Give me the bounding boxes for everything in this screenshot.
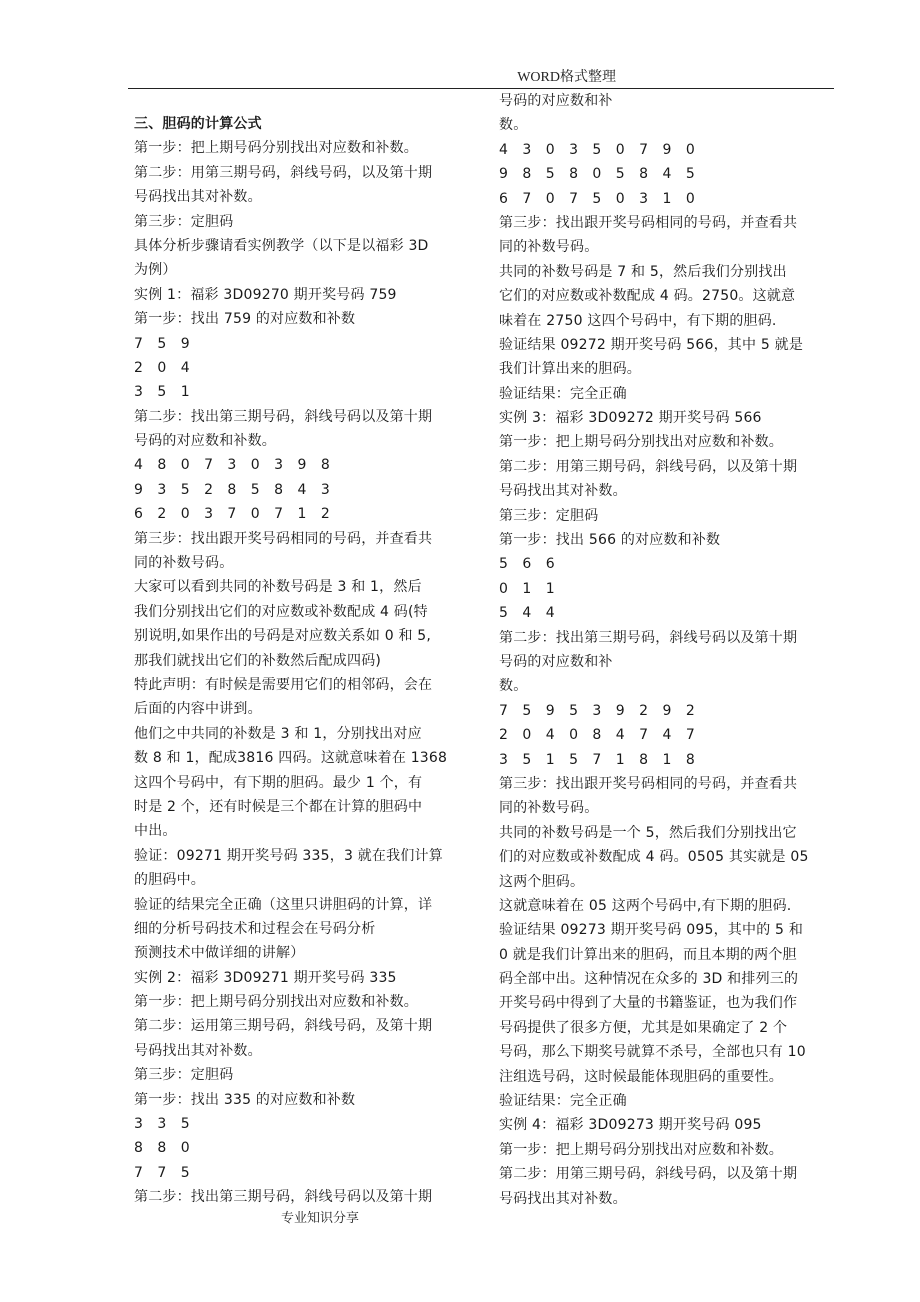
number-row: 7 7 5: [134, 1164, 195, 1181]
text-line: 第二步：运用第三期号码，斜线号码，及第十期: [134, 1018, 433, 1035]
text-line: 号码提供了很多方便，尤其是如果确定了 2 个: [499, 1019, 788, 1036]
text-line: 数 8 和 1，配成3816 四码。这就意味着在 1368: [134, 750, 448, 767]
text-line: 共同的补数号码是 7 和 5，然后我们分别找出: [499, 263, 787, 280]
text-line: 第一步：把上期号码分别找出对应数和补数。: [499, 1141, 783, 1158]
text-line: 号码找出其对补数。: [134, 1042, 262, 1059]
text-line: 第一步：找出 566 的对应数和补数: [499, 532, 721, 549]
page-header: [128, 64, 834, 89]
number-row: 3 5 1 5 7 1 8 1 8: [499, 751, 700, 768]
text-line: 验证的结果完全正确（这里只讲胆码的计算，详: [134, 896, 433, 913]
text-line: 验证结果：完全正确: [499, 1093, 627, 1110]
text-line: 特此声明：有时候是需要用它们的相邻码，会在: [134, 676, 433, 693]
text-line: 大家可以看到共同的补数号码是 3 和 1，然后: [134, 579, 422, 596]
text-line: 号码找出其对补数。: [134, 189, 262, 206]
number-row: 7 5 9: [134, 335, 195, 352]
text-line: 具体分析步骤请看实例教学（以下是以福彩 3D: [134, 237, 429, 254]
number-row: 4 8 0 7 3 0 3 9 8: [134, 457, 335, 474]
text-line: 第三步：找出跟开奖号码相同的号码，并查看共: [134, 530, 433, 547]
text-line: 第二步：用第三期号码，斜线号码，以及第十期: [499, 458, 798, 475]
text-line: 第三步：找出跟开奖号码相同的号码，并查看共: [499, 775, 798, 792]
text-line: 第三步：定胆码: [499, 507, 599, 524]
text-line: 第一步：找出 759 的对应数和补数: [134, 311, 356, 328]
text-line: 我们分别找出它们的对应数或补数配成 4 码(特: [134, 603, 428, 620]
text-line: 这就意味着在 05 这两个号码中,有下期的胆码.: [499, 897, 792, 914]
text-line: 数。: [499, 117, 528, 134]
text-line: 后面的内容中讲到。: [134, 701, 262, 718]
text-line: 号码找出其对补数。: [499, 483, 627, 500]
text-line: 味着在 2750 这四个号码中，有下期的胆码.: [499, 312, 777, 329]
text-line: 数。: [499, 678, 528, 695]
text-line: 第二步：找出第三期号码，斜线号码以及第十期: [499, 629, 798, 646]
text-line: 码全部中出。这种情况在众多的 3D 和排列三的: [499, 971, 799, 988]
text-line: 验证结果 09272 期开奖号码 566，其中 5 就是: [499, 336, 804, 353]
text-line: 第二步：找出第三期号码，斜线号码以及第十期: [134, 408, 433, 425]
text-line: 第二步：用第三期号码，斜线号码，以及第十期: [499, 1166, 798, 1183]
number-row: 3 5 1: [134, 384, 195, 401]
text-line: 号码的对应数和补数。: [134, 433, 276, 450]
header-title: WORD格式整理: [517, 70, 616, 85]
text-line: 这两个胆码。: [499, 873, 585, 890]
text-line: 们的对应数或补数配成 4 码。0505 其实就是 05: [499, 849, 809, 866]
text-line: 第一步：把上期号码分别找出对应数和补数。: [134, 994, 418, 1011]
number-row: 6 2 0 3 7 0 7 1 2: [134, 506, 335, 523]
page-footer: 专业知识分享: [280, 1211, 359, 1226]
text-line: 时是 2 个，还有时候是三个都在计算的胆码中: [134, 798, 423, 815]
text-line: 验证：09271 期开奖号码 335，3 就在我们计算: [134, 847, 443, 864]
text-line: 同的补数号码。: [499, 800, 599, 817]
text-line: 第三步：定胆码: [134, 213, 234, 230]
number-row: 2 0 4 0 8 4 7 4 7: [499, 727, 700, 744]
text-line: 这四个号码中，有下期的胆码。最少 1 个，有: [134, 774, 423, 791]
text-line: 第二步：用第三期号码，斜线号码，以及第十期: [134, 164, 433, 181]
number-row: 3 3 5: [134, 1116, 195, 1133]
number-row: 4 3 0 3 5 0 7 9 0: [499, 141, 700, 158]
text-line: 号码找出其对补数。: [499, 1190, 627, 1207]
text-line: 同的补数号码。: [499, 239, 599, 256]
left-column: [134, 112, 484, 1210]
text-line: 第一步：找出 335 的对应数和补数: [134, 1091, 356, 1108]
text-line: 实例 2：福彩 3D09271 期开奖号码 335: [134, 969, 397, 986]
text-line: 中出。: [134, 823, 177, 840]
number-row: 9 8 5 8 0 5 8 4 5: [499, 166, 700, 183]
number-row: 5 6 6: [499, 556, 560, 573]
text-line: 开奖号码中得到了大量的书籍鉴证，也为我们作: [499, 995, 798, 1012]
number-row: 2 0 4: [134, 359, 195, 376]
section-heading: 三、胆码的计算公式: [134, 116, 262, 132]
text-line: 的胆码中。: [134, 872, 205, 889]
right-column: [499, 89, 849, 1211]
text-line: 预测技术中做详细的讲解）: [134, 945, 305, 962]
number-row: 0 1 1: [499, 580, 560, 597]
text-line: 验证结果：完全正确: [499, 385, 627, 402]
text-line: 第二步：找出第三期号码，斜线号码以及第十期: [134, 1189, 433, 1206]
number-row: 5 4 4: [499, 605, 560, 622]
text-line: 实例 3：福彩 3D09272 期开奖号码 566: [499, 410, 762, 427]
text-line: 实例 1：福彩 3D09270 期开奖号码 759: [134, 286, 397, 303]
text-line: 号码的对应数和补: [499, 93, 613, 109]
text-line: 第一步：把上期号码分别找出对应数和补数。: [499, 434, 783, 451]
text-line: 为例）: [134, 262, 177, 279]
text-line: 别说明,如果作出的号码是对应数关系如 0 和 5,: [134, 628, 432, 645]
text-line: 它们的对应数或补数配成 4 码。2750。这就意: [499, 288, 796, 305]
text-line: 第一步：把上期号码分别找出对应数和补数。: [134, 140, 418, 157]
text-line: 第三步：找出跟开奖号码相同的号码，并查看共: [499, 214, 798, 231]
text-line: 他们之中共同的补数是 3 和 1，分别找出对应: [134, 725, 422, 742]
text-line: 0 就是我们计算出来的胆码，而且本期的两个胆: [499, 946, 797, 963]
text-line: 我们计算出来的胆码。: [499, 361, 641, 378]
text-line: 验证结果 09273 期开奖号码 095，其中的 5 和: [499, 922, 804, 939]
number-row: 8 8 0: [134, 1140, 195, 1157]
number-row: 9 3 5 2 8 5 8 4 3: [134, 481, 335, 498]
number-row: 7 5 9 5 3 9 2 9 2: [499, 702, 700, 719]
text-line: 实例 4：福彩 3D09273 期开奖号码 095: [499, 1117, 762, 1134]
text-line: 第三步：定胆码: [134, 1067, 234, 1084]
number-row: 6 7 0 7 5 0 3 1 0: [499, 190, 700, 207]
text-line: 号码的对应数和补: [499, 653, 613, 670]
text-line: 细的分析号码技术和过程会在号码分析: [134, 920, 376, 937]
text-line: 共同的补数号码是一个 5，然后我们分别找出它: [499, 824, 797, 841]
text-line: 号码，那么下期奖号就算不杀号，全部也只有 10: [499, 1044, 806, 1061]
text-line: 同的补数号码。: [134, 555, 234, 572]
text-line: 注组选号码，这时候最能体现胆码的重要性。: [499, 1068, 783, 1085]
text-line: 那我们就找出它们的补数然后配成四码): [134, 652, 382, 669]
